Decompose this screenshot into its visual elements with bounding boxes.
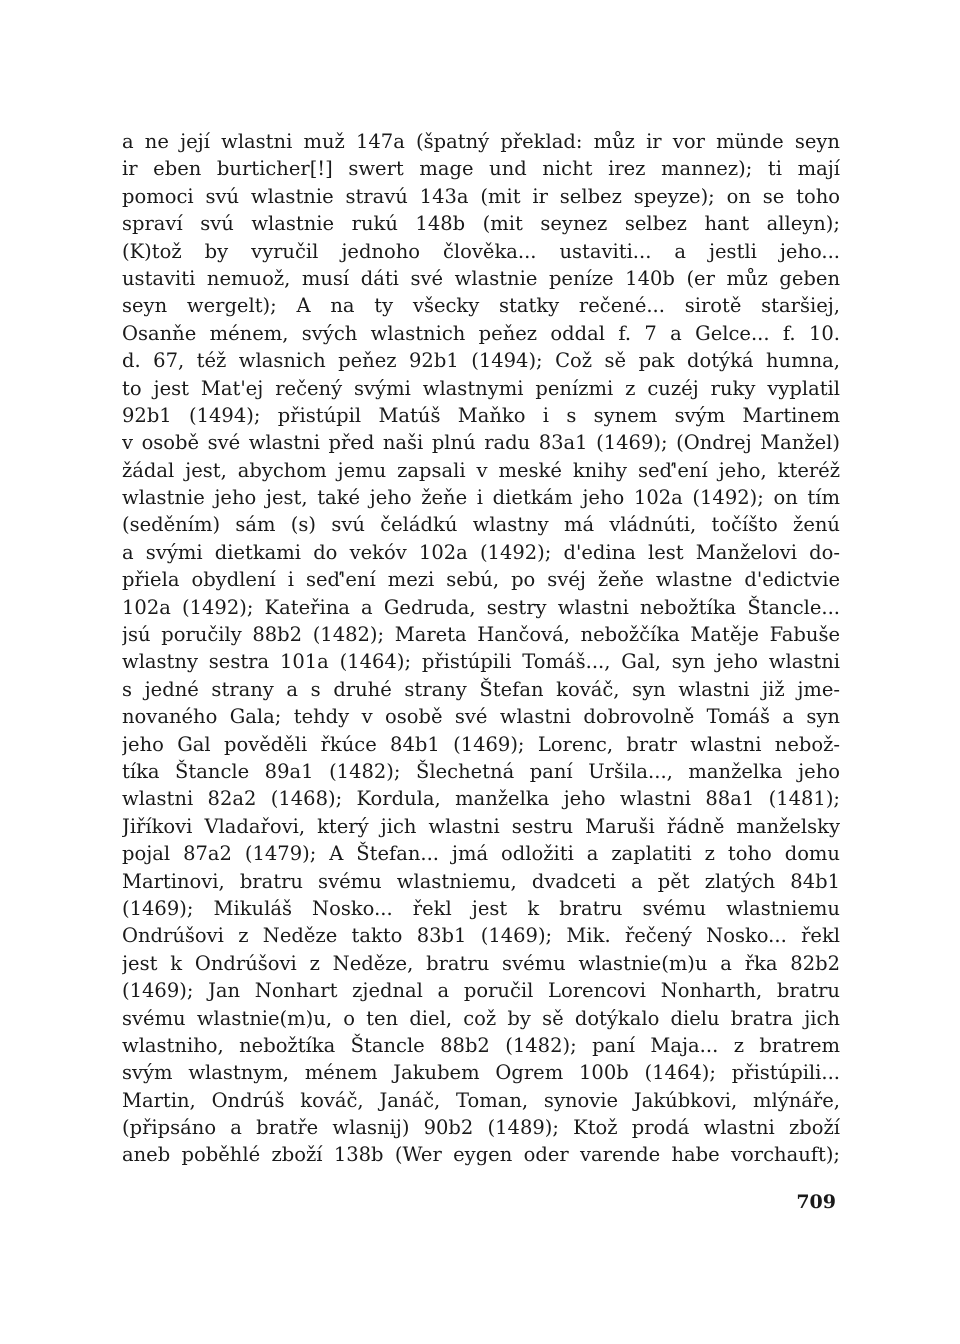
text-line: Martinovi, bratru svému wlastniemu, dvadceti a pět zlatých 84b1 xyxy=(122,869,840,893)
text-line: tíka Štancle 89a1 (1482); Šlechetná paní Uršila..., manželka jeho xyxy=(122,759,840,783)
text-line: přiela obydlení i seď'ení mezi sebú, po svéj žeňe wlastne d'edictvie xyxy=(122,568,840,592)
text-line: ustaviti nemuož, musí dáti své wlastnie peníze 140b (er můz geben xyxy=(122,266,840,290)
text-line: s jedné strany a s druhé strany Štefan kováč, syn wlastni již jme- xyxy=(122,677,840,701)
text-line: jest k Ondrúšovi z Neděze, bratru svému wlastnie(m)u a řka 82b2 xyxy=(122,951,840,975)
text-line: Osanňe ménem, svých wlastnich peňez oddal f. 7 a Gelce... f. 10. xyxy=(122,321,840,345)
page-number: 709 xyxy=(796,1191,836,1213)
text-line: wlastnie jeho jest, také jeho žeňe i dietkám jeho 102a (1492); on tím xyxy=(122,486,840,510)
text-line: (1469); Jan Nonhart zjednal a poručil Lorencovi Nonharth, bratru xyxy=(122,979,840,1003)
text-line: novaného Gala; tehdy v osobě své wlastni dobrovolně Tomáš a syn xyxy=(122,705,840,729)
text-line: seyn wergelt); A na ty všecky statky rečené... sirotě staršiej, xyxy=(122,294,840,318)
text-line: svým wlastnym, ménem Jakubem Ogrem 100b (1464); přistúpili... xyxy=(122,1061,840,1085)
text-line: Ondrúšovi z Neděze takto 83b1 (1469); Mik. řečený Nosko... řekl xyxy=(122,924,840,948)
text-line: žádal jest, abychom jemu zapsali v meské knihy seď'ení jeho, kteréž xyxy=(122,458,840,482)
text-line: pomoci svú wlastnie stravú 143a (mit ir selbez speyze); on se toho xyxy=(122,184,840,208)
body-text xyxy=(122,128,840,1169)
text-line: svému wlastnie(m)u, o ten diel, což by sě dotýkalo dielu bratra jich xyxy=(122,1006,840,1030)
text-line: jsú poručily 88b2 (1482); Mareta Hančová, nebožčíka Matěje Fabuše xyxy=(122,623,840,647)
text-line: v osobě své wlastni před naši plnú radu 83a1 (1469); (Ondrej Manžel) xyxy=(122,431,840,455)
text-line: jeho Gal pověděli řkúce 84b1 (1469); Lorenc, bratr wlastni nebož- xyxy=(122,732,840,756)
text-line: 102a (1492); Kateřina a Gedruda, sestry wlastni nebožtíka Štancle... xyxy=(122,595,840,619)
text-line: Jiříkovi Vladařovi, který jich wlastni sestru Maruši řádně manželsky xyxy=(122,814,840,838)
text-line: (seděním) sám (s) svú čeládkú wlastny má vládnúti, točíšto ženú xyxy=(122,513,840,537)
text-line: wlastniho, nebožtíka Štancle 88b2 (1482); paní Maja... z bratrem xyxy=(122,1033,840,1057)
text-line: ir eben burticher[!] swert mage und nicht irez mannez); ti mají xyxy=(122,157,840,181)
text-line: wlastny sestra 101a (1464); přistúpili Tomáš..., Gal, syn jeho wlastni xyxy=(122,650,840,674)
text-line: d. 67, též wlasnich peňez 92b1 (1494); Což sě pak dotýká humna, xyxy=(122,349,840,373)
text-line: (1469); Mikuláš Nosko... řekl jest k bratru svému wlastniemu xyxy=(122,896,840,920)
text-line: (připsáno a bratře wlasnij) 90b2 (1489); Ktož prodá wlastni zboží xyxy=(122,1116,840,1140)
text-line: spraví svú wlastnie rukú 148b (mit seynez selbez hant alleyn); xyxy=(122,212,840,236)
text-line: to jest Mat'ej rečený svými wlastnymi penízmi z cuzéj ruky vyplatil xyxy=(122,376,840,400)
text-line: aneb poběhlé zboží 138b (Wer eygen oder varende habe vorchauft); xyxy=(122,1143,840,1167)
text-line: 92b1 (1494); přistúpil Matúš Maňko i s synem svým Martinem xyxy=(122,403,840,427)
text-line: pojal 87a2 (1479); A Štefan... jmá odložiti a zaplatiti z toho domu xyxy=(122,842,840,866)
text-line: (K)tož by vyručil jednoho člověka... ustaviti... a jestli jeho... xyxy=(122,239,840,263)
text-line: a svými dietkami do vekóv 102a (1492); d'edina lest Manželovi do- xyxy=(122,540,840,564)
text-line: a ne její wlastni muž 147a (špatný překlad: můz ir vor münde seyn xyxy=(122,130,840,153)
text-line: wlastni 82a2 (1468); Kordula, manželka jeho wlastni 88a1 (1481); xyxy=(122,787,840,811)
text-line: Martin, Ondrúš kováč, Janáč, Toman, synovie Jakúbkovi, mlýnáře, xyxy=(122,1088,840,1112)
